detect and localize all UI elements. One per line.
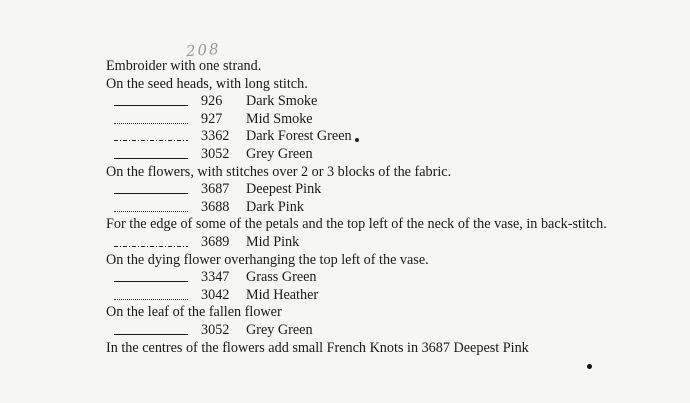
instruction-line: [106, 340, 666, 358]
stitch-line-dotted: [114, 211, 188, 212]
instruction-line: [106, 76, 666, 94]
thread-row: [106, 146, 666, 164]
instruction-line: [106, 58, 666, 76]
thread-row: [106, 181, 666, 199]
thread-name: Grey Green: [246, 145, 313, 162]
thread-row: [106, 128, 666, 146]
thread-code: 926: [201, 93, 223, 110]
thread-name: Grey Green: [246, 321, 313, 338]
thread-code: 3362: [201, 128, 230, 145]
instruction-line: [106, 304, 666, 322]
thread-code: 3042: [201, 286, 230, 303]
line-text: For the edge of some of the petals and the top left of the neck of the vase, in back-stitch.: [106, 216, 607, 233]
thread-code: 3347: [201, 269, 230, 286]
thread-row: [106, 269, 666, 287]
dot-mark-icon: [355, 138, 359, 142]
thread-row: [106, 199, 666, 217]
thread-name: Mid Smoke: [246, 110, 313, 127]
bullet-dot-icon: [587, 364, 592, 369]
thread-code: 3687: [201, 181, 230, 198]
stitch-line-solid: [114, 193, 188, 194]
thread-code: 927: [201, 110, 223, 127]
stitch-line-dotted: [114, 299, 188, 300]
handwritten-page-number: 208: [185, 39, 222, 61]
stitch-line-dotted: [114, 123, 188, 124]
stitch-line-solid: [114, 158, 188, 159]
thread-name: Mid Pink: [246, 233, 300, 250]
line-text: On the leaf of the fallen flower: [106, 304, 282, 321]
stitch-line-solid: [114, 281, 188, 282]
thread-name: [246, 128, 359, 146]
stitch-line-dashdot: [114, 140, 188, 141]
instruction-line: [106, 216, 666, 234]
thread-row: [106, 93, 666, 111]
thread-row: [106, 287, 666, 305]
stitch-line-dashdot: [114, 246, 188, 247]
line-text: On the dying flower overhanging the top left of the vase.: [106, 251, 429, 268]
thread-name-text: Dark Forest Green: [246, 128, 352, 145]
instruction-line: [106, 252, 666, 270]
thread-row: [106, 322, 666, 340]
line-text: Embroider with one strand.: [106, 58, 262, 74]
instruction-list: [106, 58, 666, 357]
thread-name: Deepest Pink: [246, 181, 322, 198]
thread-row: [106, 111, 666, 129]
line-text: On the flowers, with stitches over 2 or 3 blocks of the fabric.: [106, 163, 452, 180]
thread-code: 3052: [201, 321, 230, 338]
stitch-line-solid: [114, 334, 188, 335]
thread-name: Grass Green: [246, 269, 317, 286]
line-text: In the centres of the flowers add small French Knots in 3687 Deepest Pink: [106, 339, 529, 356]
thread-name: Dark Smoke: [246, 93, 318, 110]
thread-code: 3052: [201, 145, 230, 162]
thread-name: Mid Heather: [246, 286, 319, 303]
thread-name: Dark Pink: [246, 198, 304, 215]
line-text: On the seed heads, with long stitch.: [106, 75, 308, 92]
stitch-line-solid: [114, 105, 188, 106]
thread-row: [106, 234, 666, 252]
thread-code: 3688: [201, 198, 230, 215]
thread-code: 3689: [201, 233, 230, 250]
instruction-line: [106, 164, 666, 182]
